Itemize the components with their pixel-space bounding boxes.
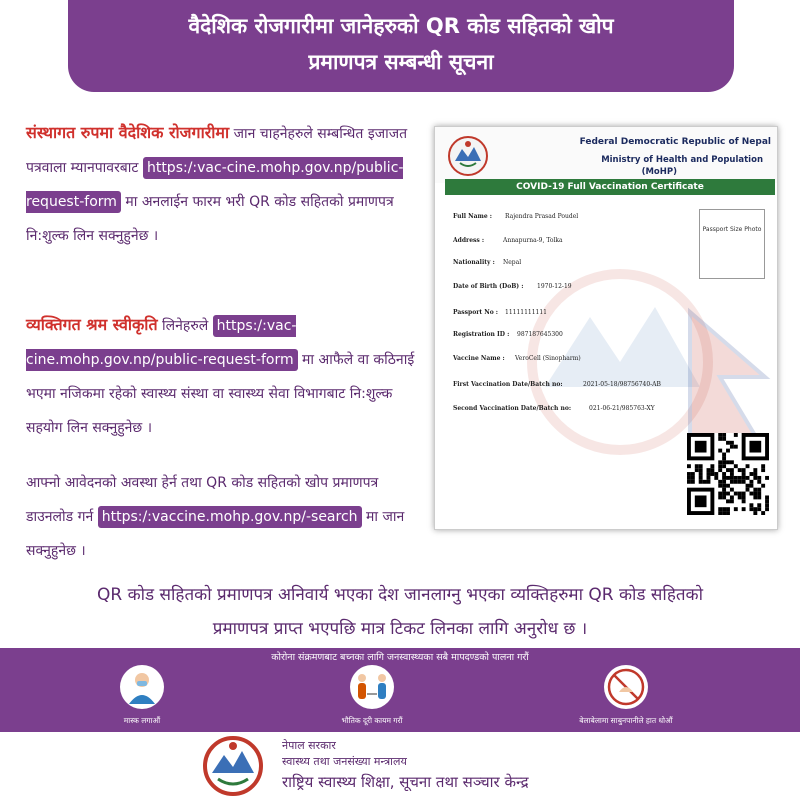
institutional-paragraph <box>26 116 416 253</box>
footer-ministry: स्वास्थ्य तथा जनसंख्या मन्त्रालय <box>282 755 407 768</box>
certificate-header <box>435 127 777 183</box>
search-link[interactable]: https:/:vaccine.mohp.gov.np/-search <box>98 506 362 528</box>
guidelines-title: कोरोना संक्रमणबाट बच्नका लागि जनस्वास्थ्यका सबै मापदण्डको पालना गरौं <box>271 652 529 663</box>
certificate-field-value: Rajendra Prasad Poudel <box>505 213 579 220</box>
institutional-text-a: जान चाहनेहरुले सम्बन्धित इजाजत पत्रवाला म्यानपावरबाट <box>26 126 408 176</box>
certificate-field-value: Annapurna-9, Tolka <box>503 237 563 244</box>
photo-placeholder: Passport Size Photo <box>699 209 765 279</box>
footer-center: राष्ट्रिय स्वास्थ्य शिक्षा, सूचना तथा सञ्चार केन्द्र <box>282 773 529 791</box>
status-text-b: मा जान सक्नुहुनेछ । <box>26 509 405 559</box>
request-form-link-1[interactable]: https:/:vac-cine.mohp.gov.np/public-request-form <box>26 157 403 213</box>
certificate-field-value: 1970-12-19 <box>537 283 572 290</box>
certificate-field-label: Second Vaccination Date/Batch no: <box>453 405 572 412</box>
request-form-link-2[interactable]: https:/:vac-cine.mohp.gov.np/public-request-form <box>26 315 298 371</box>
certificate-field-row <box>453 213 579 220</box>
certificate-field-label: Address : <box>453 237 485 244</box>
certificate-ministry-abbr: (MoHP) <box>641 167 677 177</box>
individual-text-a: लिनेहरुले <box>157 318 213 334</box>
distance-icon <box>349 664 395 710</box>
certificate-gov-name: Federal Democratic Republic of Nepal <box>579 137 771 147</box>
health-guidelines-band <box>0 648 800 732</box>
certificate-field-value: 2021-05-18/98756740-AB <box>583 381 661 388</box>
notice-line1: QR कोड सहितको प्रमाणपत्र अनिवार्य भएका देश जानलाग्नु भएका व्यक्तिहरुमा QR कोड सहितको <box>96 585 704 605</box>
guideline-distance-caption: भौतिक दूरी कायम गरौं <box>341 716 403 725</box>
qr-code-icon <box>687 433 769 515</box>
certificate-field-row <box>453 309 547 316</box>
certificate-field-row <box>453 381 661 388</box>
footer <box>0 732 800 800</box>
header-title-line1: वैदेशिक रोजगारीमा जानेहरुको QR कोड सहितको खोप <box>188 14 614 38</box>
certificate-field-label: Full Name : <box>453 213 493 220</box>
nepal-emblem-icon <box>447 135 489 177</box>
guideline-handwash-caption: बेलाबेलामा साबुनपानीले हात धोऔं <box>579 716 673 725</box>
certificate-title: COVID-19 Full Vaccination Certificate <box>445 179 775 195</box>
certificate-field-row <box>453 259 522 266</box>
institutional-text-b: मा अनलाईन फारम भरी QR कोड सहितको प्रमाणपत्र नि:शुल्क लिन सक्नुहुनेछ । <box>26 194 394 244</box>
certificate-field-value: 987187645300 <box>517 331 563 338</box>
certificate-field-label: Passport No : <box>453 309 499 316</box>
status-paragraph <box>26 466 416 568</box>
individual-highlight: व्यक्तिगत श्रम स्वीकृति <box>26 315 158 334</box>
certificate-field-value: VeroCell (Sinopharm) <box>515 355 581 362</box>
certificate-field-label: Vaccine Name : <box>453 355 505 362</box>
certificate-field-value: 021-06-21/985763-XY <box>589 405 655 412</box>
certificate-field-row <box>453 355 581 362</box>
certificate-field-row <box>453 405 655 412</box>
status-text-a: आफ्नो आवेदनको अवस्था हेर्न तथा QR कोड सहितको खोप प्रमाणपत्र डाउनलोड गर्न <box>26 475 379 525</box>
guideline-distance <box>312 664 432 726</box>
certificate-field-label: Nationality : <box>453 259 495 266</box>
certificate-ministry: Ministry of Health and Population <box>601 155 763 165</box>
certificate-field-value: Nepal <box>503 259 522 266</box>
mask-person-icon <box>119 664 165 710</box>
certificate-field-row <box>453 237 563 244</box>
individual-text-b: मा आफैले वा कठिनाई भएमा नजिकमा रहेको स्वास्थ्य संस्था वा स्वास्थ्य सेवा विभागबाट नि:शुल्क सहयोग लिन सक्नुहुनेछ । <box>26 352 415 436</box>
certificate-field-row <box>453 331 563 338</box>
institutional-highlight: संस्थागत रुपमा वैदेशिक रोजगारीमा <box>26 123 230 142</box>
guideline-mask <box>82 664 202 726</box>
guideline-mask-caption: मास्क लगाऔं <box>123 716 161 725</box>
notice <box>0 578 800 646</box>
government-emblem-icon <box>202 735 264 797</box>
handwash-icon <box>603 664 649 710</box>
sample-certificate <box>434 126 778 530</box>
certificate-field-label: Registration ID : <box>453 331 510 338</box>
certificate-field-label: First Vaccination Date/Batch no: <box>453 381 563 388</box>
footer-gov-name: नेपाल सरकार <box>282 739 336 752</box>
header-title-line2: प्रमाणपत्र सम्बन्धी सूचना <box>308 50 494 74</box>
certificate-field-row <box>453 283 572 290</box>
certificate-field-value: 11111111111 <box>505 309 547 316</box>
notice-line2: प्रमाणपत्र प्राप्त भएपछि मात्र टिकट लिनका लागि अनुरोध छ । <box>212 619 588 639</box>
individual-paragraph <box>26 308 416 445</box>
guideline-handwash <box>566 664 686 726</box>
header-banner <box>68 0 734 92</box>
certificate-field-label: Date of Birth (DoB) : <box>453 283 524 290</box>
